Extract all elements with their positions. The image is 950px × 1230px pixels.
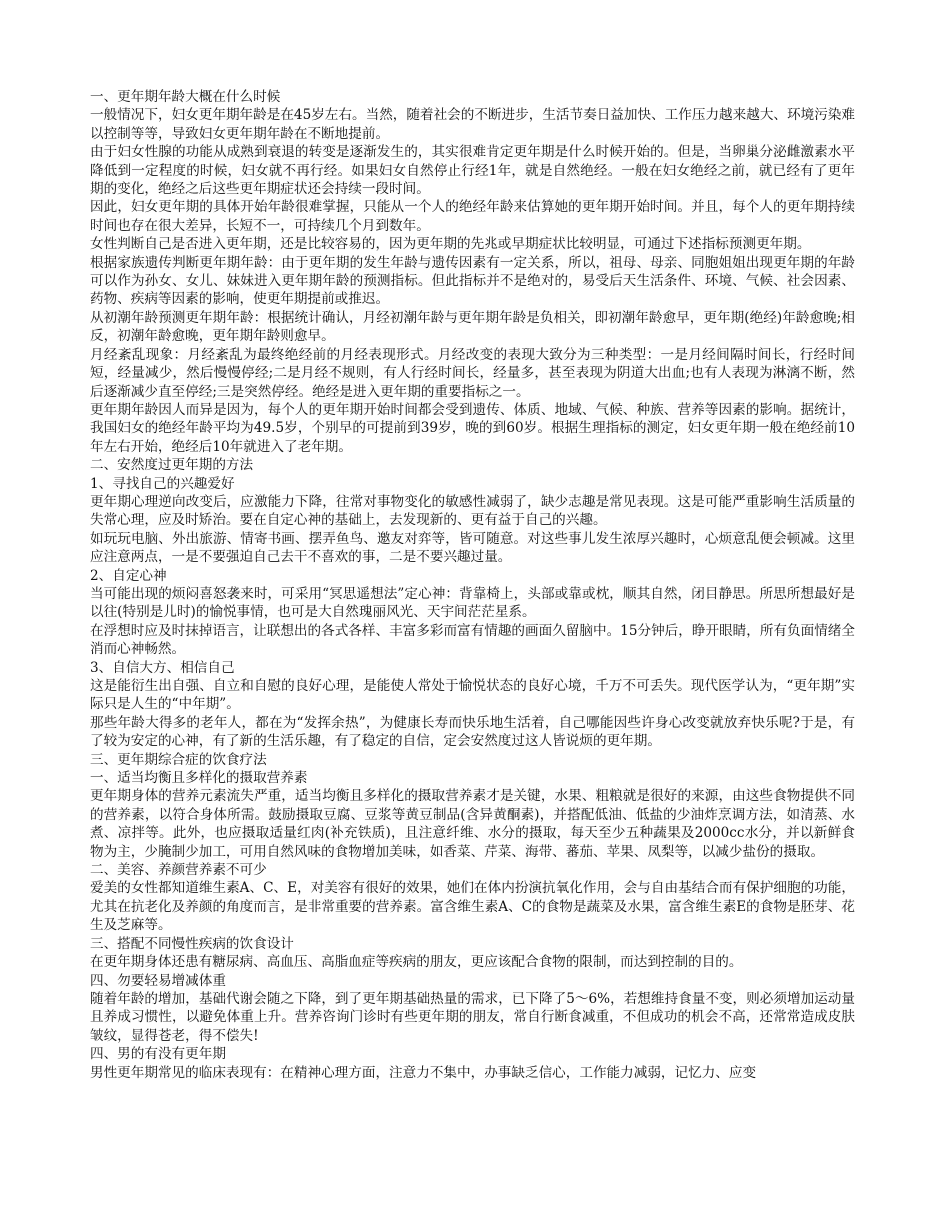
paragraph: 女性判断自己是否进入更年期，还是比较容易的，因为更年期的先兆或早期症状比较明显，可通过下述指标预测更年期。 [90, 236, 811, 253]
subsection-heading: 2、自定心神 [90, 567, 167, 584]
paragraph: 这是能衍生出自强、自立和自慰的良好心理，是能使人常处于愉悦状态的良好心境，千万不可丢失。现代医学认为，“更年期”实际只是人生的“中年期”。 [90, 678, 855, 713]
paragraph: 如玩玩电脑、外出旅游、情寄书画、摆弄鱼鸟、邀友对弈等，皆可随意。对这些事儿发生浓厚兴趣时，心烦意乱便会顿减。这里应注意两点，一是不要强迫自己去干不喜欢的事，二是不要兴趣过量。 [90, 530, 855, 566]
paragraph: 根据家族遗传判断更年期年龄：由于更年期的发生年龄与遗传因素有一定关系，所以，祖母、母亲、同胞姐姐出现更年期的年龄可以作为孙女、女儿、妹妹进入更年期年龄的预测指标。但此指标并不是绝对的，易受后天生活条件、环境、气候、社会因素、药物、疾病等因素的影响，使更年期提前或推迟。 [90, 254, 855, 308]
section-heading: 二、安然度过更年期的方法 [90, 457, 254, 474]
subsection-heading: 3、自信大方、相信自己 [90, 659, 235, 676]
paragraph: 随着年龄的增加，基础代谢会随之下降，到了更年期基础热量的需求，已下降了5～6%，若想维持食量不变，则必须增加运动量且养成习惯性，以避免体重上升。营养咨询门诊时有些更年期的朋友，常自行断食减重，不但成功的机会不高，还常常造成皮肤皱纹，显得苍老，得不偿失! [90, 990, 855, 1044]
paragraph: 由于妇女性腺的功能从成熟到衰退的转变是逐渐发生的，其实很难肯定更年期是什么时候开始的。但是，当卵巢分泌雌激素水平降低到一定程度的时候，妇女就不再行经。如果妇女自然停止行经1年，就是自然绝经。一般在妇女绝经之前，就已经有了更年期的变化，绝经之后这些更年期症状还会持续一段时间。 [90, 144, 855, 198]
paragraph: 更年期心理逆向改变后，应激能力下降，往常对事物变化的敏感性减弱了，缺少志趣是常见表现。这是可能严重影响生活质量的失常心理，应及时矫治。要在自定心神的基础上，去发现新的、更有益于自己的兴趣。 [90, 493, 855, 529]
document-body [90, 88, 855, 1082]
paragraph: 爱美的女性都知道维生素A、C、E，对美容有很好的效果，她们在体内扮演抗氧化作用，会与自由基结合而有保护细胞的功能，尤其在抗老化及养颜的角度而言，是非常重要的营养素。富含维生素A、C的食物是蔬菜及水果，富含维生素E的食物是胚芽、花生及芝麻等。 [90, 880, 855, 934]
paragraph: 更年期身体的营养元素流失严重，适当均衡且多样化的摄取营养素才是关键，水果、粗粮就是很好的来源，由这些食物提供不同的营养素，以符合身体所需。鼓励摄取豆腐、豆浆等黄豆制品(含异黄酮素)，并搭配低油、低盐的少油炸烹调方法，如清蒸、水煮、凉拌等。此外，也应摄取适量红肉(补充铁质)，且注意纤维、水分的摄取，每天至少五种蔬果及2000cc水分，并以新鲜食物为主，少腌制少加工，可用自然风味的食物增加美味，如香菜、芹菜、海带、蕃茄、苹果、凤梨等，以减少盐份的摄取。 [90, 788, 855, 860]
section-heading: 三、更年期综合症的饮食疗法 [90, 751, 267, 768]
paragraph: 因此，妇女更年期的具体开始年龄很难掌握，只能从一个人的绝经年龄来估算她的更年期开始时间。并且，每个人的更年期持续时间也存在很大差异，长短不一，可持续几个月到数年。 [90, 199, 855, 234]
subsection-heading: 二、美容、养颜营养素不可少 [90, 862, 267, 879]
paragraph: 男性更年期常见的临床表现有：在精神心理方面，注意力不集中，办事缺乏信心，工作能力减弱，记忆力、应变 [90, 1064, 757, 1081]
subsection-heading: 四、勿要轻易增减体重 [90, 972, 226, 989]
paragraph: 当可能出现的烦闷喜怒袭来时，可采用“冥思遥想法”定心神：背靠椅上，头部或靠或枕，顺其自然，闭目静思。所思所想最好是以往(特别是儿时)的愉悦事情，也可是大自然瑰丽风光、天宇间茫茫星系。 [90, 585, 855, 621]
section-heading: 一、更年期年龄大概在什么时候 [90, 89, 281, 105]
paragraph: 那些年龄大得多的老年人，都在为“发挥余热”，为健康长寿而快乐地生活着，自己哪能因些许身心改变就放弃快乐呢?于是，有了较为安定的心神，有了新的生活乐趣，有了稳定的自信，定会安然度过这人皆说烦的更年期。 [90, 714, 855, 750]
section-heading: 四、男的有没有更年期 [90, 1046, 226, 1063]
subsection-heading: 三、搭配不同慢性疾病的饮食设计 [90, 935, 294, 952]
paragraph: 在浮想时应及时抹掉语言，让联想出的各式各样、丰富多彩而富有情趣的画面久留脑中。15分钟后，睁开眼睛，所有负面情绪全消而心神畅然。 [90, 622, 855, 658]
paragraph: 更年期年龄因人而异是因为，每个人的更年期开始时间都会受到遗传、体质、地域、气候、种族、营养等因素的影响。据统计，我国妇女的绝经年龄平均为49.5岁，个别早的可提前到39岁，晚的到60岁。根据生理指标的测定，妇女更年期一般在绝经前10年左右开始，绝经后10年就进入了老年期。 [90, 401, 855, 455]
paragraph: 从初潮年龄预测更年期年龄：根据统计确认，月经初潮年龄与更年期年龄是负相关，即初潮年龄愈早，更年期(绝经)年龄愈晚;相反，初潮年龄愈晚，更年期年龄则愈早。 [90, 309, 855, 345]
subsection-heading: 1、寻找自己的兴趣爱好 [90, 475, 235, 492]
paragraph: 月经紊乱现象：月经紊乱为最终绝经前的月经表现形式。月经改变的表现大致分为三种类型：一是月经间隔时间长，行经时间短，经量减少，然后慢慢停经;二是月经不规则，有人行经时间长，经量多，甚至表现为阴道大出血;也有人表现为淋漓不断，然后逐渐减少直至停经;三是突然停经。绝经是进入更年期的重要指标之一。 [90, 346, 855, 400]
paragraph: 在更年期身体还患有糖尿病、高血压、高脂血症等疾病的朋友，更应该配合食物的限制，而达到控制的目的。 [90, 954, 743, 971]
subsection-heading: 一、适当均衡且多样化的摄取营养素 [90, 770, 308, 787]
paragraph: 一般情况下，妇女更年期年龄是在45岁左右。当然，随着社会的不断进步，生活节奏日益加快、工作压力越来越大、环境污染难以控制等等，导致妇女更年期年龄在不断地提前。 [90, 107, 855, 142]
